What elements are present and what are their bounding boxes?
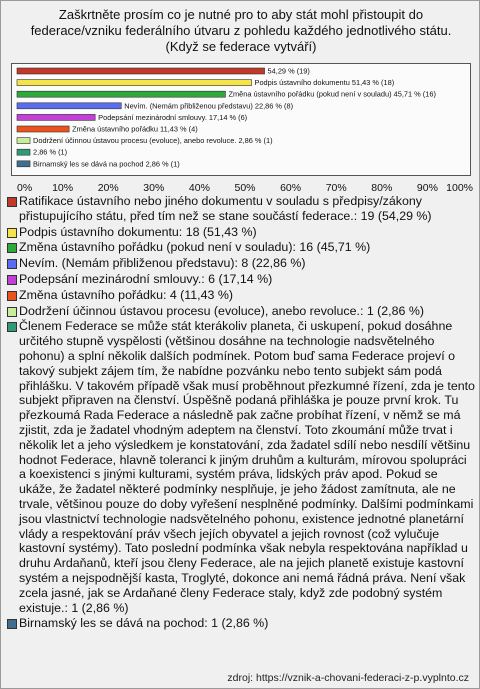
- bar-3: [17, 91, 225, 97]
- bar-9: [17, 161, 30, 167]
- legend-item: [5, 256, 475, 271]
- bar-label-4: Nevím. (Nemám přibliženou představu) 22,86 % (8): [124, 101, 294, 111]
- legend-item: [5, 616, 475, 631]
- legend-swatch: [7, 291, 17, 301]
- chart-title: Zaškrtněte prosím co je nutné pro to aby stát mohl přistoupit do federace/vzniku federálního útvaru z pohledu každého jednotlivého státu. (Když se federace vytváří): [30, 7, 452, 54]
- legend-item: [5, 319, 475, 615]
- bar-label-9: Birnamský les se dává na pochod 2,86 % (1): [33, 159, 180, 169]
- bar-label-3: Změna ústavního pořádku (pokud není v souladu) 45,71 % (16): [228, 89, 436, 99]
- x-tick-label: 50%: [234, 182, 256, 194]
- bar-label-1: 54,29 % (19): [267, 66, 310, 76]
- x-tick-label: 0%: [17, 182, 33, 194]
- legend-item: [5, 240, 475, 255]
- bar-7: [17, 138, 30, 144]
- x-tick-label: 40%: [188, 182, 210, 194]
- legend-label: Změna ústavního pořádku (pokud není v souladu): 16 (45,71 %): [19, 240, 371, 255]
- bar-chart: [1, 1, 480, 201]
- legend-swatch: [7, 243, 17, 253]
- legend-swatch: [7, 275, 17, 285]
- x-tick-label: 100%: [446, 182, 473, 194]
- x-tick-label: 10%: [52, 182, 74, 194]
- bar-2: [17, 80, 252, 86]
- x-tick-label: 90%: [416, 182, 438, 194]
- legend-item: [5, 225, 475, 240]
- x-tick-label: 60%: [280, 182, 302, 194]
- bar-8: [17, 149, 30, 155]
- bar-6: [17, 126, 69, 132]
- legend-swatch: [7, 307, 17, 317]
- legend-swatch: [7, 197, 17, 207]
- bar-label-5: Podepsání mezinárodní smlouvy. 17,14 % (6): [98, 112, 248, 122]
- legend-label: Podpis ústavního dokumentu: 18 (51,43 %): [19, 224, 257, 239]
- source-note: zdroj: https://vznik-a-chovani-federaci-z-p.vyplnto.cz: [227, 672, 469, 684]
- legend-label: Nevím. (Nemám přibliženou představu): 8 (22,86 %): [19, 256, 306, 271]
- x-tick-label: 80%: [371, 182, 393, 194]
- bar-4: [17, 103, 121, 109]
- legend-swatch: [7, 322, 17, 332]
- legend-label: Birnamský les se dává na pochod: 1 (2,86 %): [19, 616, 269, 631]
- bar-1: [17, 68, 265, 74]
- bar-label-7: Dodržení účinnou ústavou procesu (evoluce), anebo revoluce. 2,86 % (1): [33, 136, 273, 146]
- legend-item: [5, 272, 475, 287]
- legend-item: [5, 304, 475, 319]
- legend-item: [5, 288, 475, 303]
- legend-label: Dodržení účinnou ústavou procesu (evoluce), anebo revoluce.: 1 (2,86 %): [19, 303, 424, 318]
- legend-swatch: [7, 259, 17, 269]
- legend-label: Změna ústavního pořádku: 4 (11,43 %): [19, 287, 233, 302]
- legend-item: [5, 194, 475, 224]
- x-tick-label: 30%: [143, 182, 165, 194]
- legend-label: Podepsání mezinárodní smlouvy.: 6 (17,14 %): [19, 271, 273, 286]
- legend-swatch: [7, 228, 17, 238]
- bar-5: [17, 114, 95, 120]
- bar-label-6: Změna ústavního pořádku 11,43 % (4): [72, 124, 198, 134]
- bar-label-8: 2,86 % (1): [33, 147, 68, 157]
- legend-swatch: [7, 619, 17, 629]
- x-tick-label: 70%: [325, 182, 347, 194]
- bar-label-2: Podpis ústavního dokumentu 51,43 % (18): [254, 78, 395, 88]
- x-tick-label: 20%: [97, 182, 119, 194]
- legend: [5, 194, 475, 632]
- legend-label: Ratifikace ústavního nebo jiného dokumentu v souladu s předpisy/zákony přistupujícího státu, před tím než se stane součástí federace.: 19 (54,29 %): [19, 194, 432, 223]
- legend-label: Členem Federace se může stát kterákoliv planeta, či uskupení, pokud dosáhne určitého stupně vyspělosti (většinou dosáhne na technologie nadsvětelného pohonu) a splní několik dalších podmínek. Potom buď sama Federace projeví o takový subjekt zájem tím, že nabídne pozvánku nebo tento subjekt sám podá přihlášku. V takovém případě však musí proběhnout přezkumné řízení, zda je tento subjekt připraven na členství. Úspěšně podaná přihláška je pouze první krok. Tu přezkoumá Rada Federace a následně pak začne probíhat řízení, v němž se má zjistit, zda je žadatel vhodným adeptem na členství. Toto zkoumání může trvat i několik let a jeho výsledkem je konstatování, zda žadatel sdílí nebo nesdílí většinu hodnot Federace, hlavně toleranci k jiným druhům a kulturám, mírovou spolupráci a koexistenci s jinými kulturami, systém práva, lidských práv apod. Pokud se ukáže, že žadatel některé podmínky nesplňuje, je jeho žádost zamítnuta, ale ne trvale, většinou pouze do doby vyřešení nesplněné podmínky. Dalšími podmínkami jsou vlastnictví technologie nadsvětelného pohonu, existence jednotné planetární vlády a respektování práv všech jejích obyvatel a jejich rovnost (což vylučuje kastovní systémy). Tato poslední podmínka však nebyla respektována například u druhu Ardaňanů, kteří jsou členy Federace, ale na jejich planetě existuje kastovní systém a nejspodnější kasta, Troglyté, dokonce ani nemá řádná práva. Není však zcela jasné, jak se Ardaňané členy Federace staly, když zde podobný systém existuje.: 1 (2,86 %): [19, 319, 475, 615]
